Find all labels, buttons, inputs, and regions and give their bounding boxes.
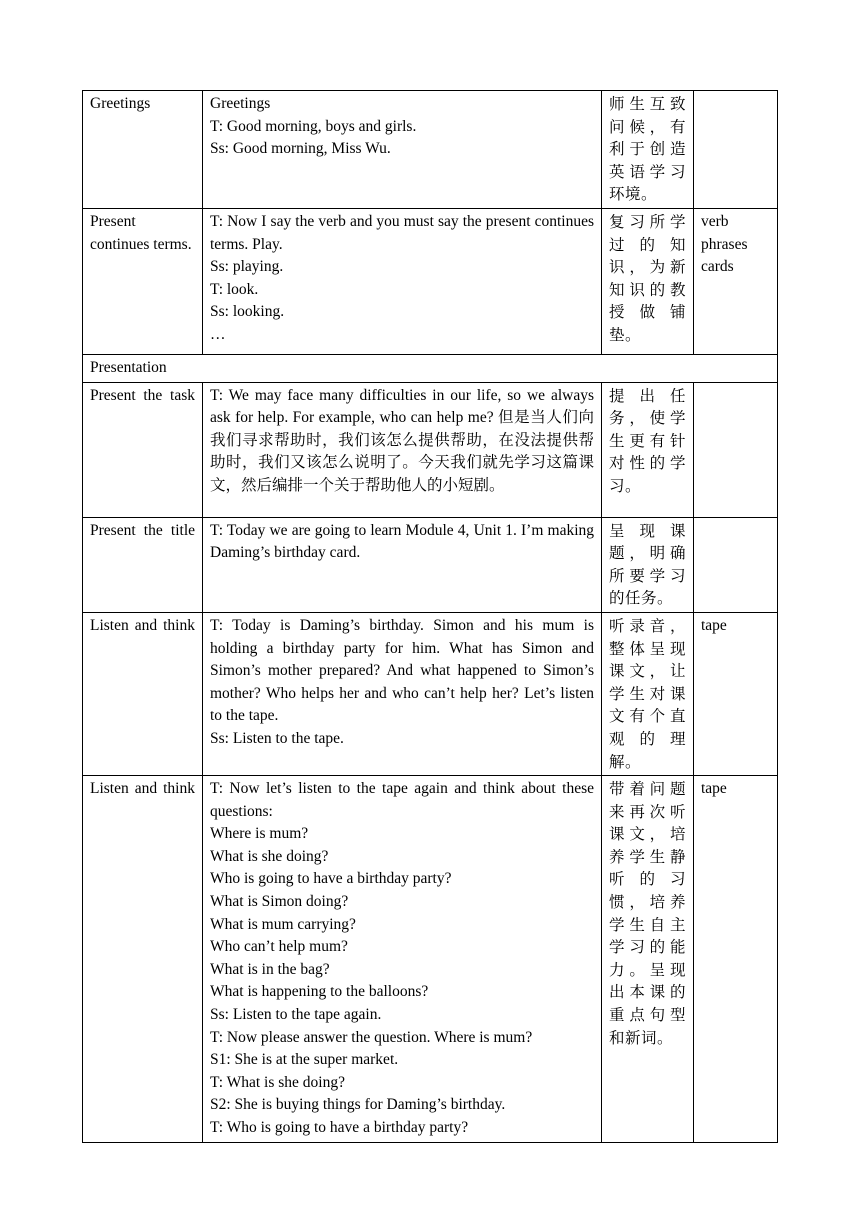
content-line: What is happening to the balloons?	[210, 983, 429, 1001]
content-line: T: Who is going to have a birthday party?	[210, 1119, 469, 1136]
content-line: T: Today is Daming’s birthday. Simon and his mum is holding a birthday party for him. What has Simon and Simon’s mother prepared? And what happened to Simon’s mother? Who helps her and who can’t help her? Let’s listen to the tape.	[210, 616, 594, 725]
lesson-plan-table	[82, 90, 778, 1143]
content-line: What is in the bag?	[210, 960, 330, 978]
table-row	[83, 517, 778, 612]
content-line: T: Now let’s listen to the tape again and think about these questions:	[210, 780, 594, 820]
purpose-cell: 听录音，整体呈现课文，让学生对课文有个直观的理解。	[602, 612, 694, 775]
content-line: What is she doing?	[210, 847, 329, 865]
stage-cell: Greetings	[83, 91, 203, 209]
content-line: T: What is she doing?	[210, 1073, 345, 1091]
stage-cell: Present continues terms.	[83, 208, 203, 354]
content-line: T: Now I say the verb and you must say the present continues terms. Play.	[210, 212, 594, 253]
content-cell	[203, 776, 602, 1143]
stage-cell: Present the task	[83, 382, 203, 517]
purpose-cell: 复习所学过的知识，为新知识的教授做铺垫。	[602, 208, 694, 354]
content-line: Ss: Listen to the tape.	[210, 729, 344, 747]
table-row	[83, 91, 778, 209]
aids-cell: verb phrases cards	[694, 208, 778, 354]
content-line: Ss: Good morning, Miss Wu.	[210, 140, 391, 158]
content-line: What is Simon doing?	[210, 893, 349, 911]
content-line: T: Good morning, boys and girls.	[210, 117, 417, 135]
table-row	[83, 382, 778, 517]
content-line: Ss: Listen to the tape again.	[210, 1006, 382, 1024]
stage-cell: Listen and think	[83, 612, 203, 775]
aids-cell	[694, 517, 778, 612]
aids-cell	[694, 382, 778, 517]
stage-cell: Listen and think	[83, 776, 203, 1143]
section-row	[83, 354, 778, 382]
content-line: T: look.	[210, 280, 259, 298]
content-line: T: Now please answer the question. Where is mum?	[210, 1028, 533, 1046]
section-label: Presentation	[83, 354, 778, 382]
content-line: Ss: playing.	[210, 258, 284, 276]
aids-cell	[694, 91, 778, 209]
content-cell	[203, 612, 602, 775]
content-cell	[203, 208, 602, 354]
content-line: Where is mum?	[210, 825, 309, 843]
content-line: T: Today we are going to learn Module 4, Unit 1. I’m making Daming’s birthday card.	[210, 521, 594, 562]
purpose-cell: 带着问题来再次听课文，培养学生静听的习惯，培养学生自主学习的能力。呈现出本课的重点句型和新词。	[602, 776, 694, 1143]
table-row	[83, 776, 778, 1143]
aids-cell: tape	[694, 612, 778, 775]
content-line: Who is going to have a birthday party?	[210, 870, 452, 888]
purpose-cell: 呈现课题，明确所要学习的任务。	[602, 517, 694, 612]
content-cell	[203, 517, 602, 612]
content-line: S2: She is buying things for Daming’s birthday.	[210, 1096, 506, 1114]
purpose-cell: 提出任务，使学生更有针对性的学习。	[602, 382, 694, 517]
content-cell	[203, 91, 602, 209]
table-row	[83, 208, 778, 354]
content-cell	[203, 382, 602, 517]
content-line: Who can’t help mum?	[210, 938, 348, 956]
content-line: What is mum carrying?	[210, 915, 356, 933]
content-line: S1: She is at the super market.	[210, 1051, 399, 1069]
content-line: T: We may face many difficulties in our life, so we always ask for help. For example, who can help me? 但是当人们向我们寻求帮助时，我们该怎么提供帮助，在没法提供帮助时，我们又该怎么说明了。今天我们就先学习这篇课文，然后编排一个关于帮助他人的小短剧。	[210, 386, 594, 494]
purpose-cell: 师生互致问候，有利于创造英语学习环境。	[602, 91, 694, 209]
aids-cell: tape	[694, 776, 778, 1143]
stage-cell: Present the title	[83, 517, 203, 612]
table-row	[83, 612, 778, 775]
content-line: …	[210, 325, 226, 343]
content-line: Greetings	[210, 95, 271, 112]
content-line: Ss: looking.	[210, 303, 285, 321]
